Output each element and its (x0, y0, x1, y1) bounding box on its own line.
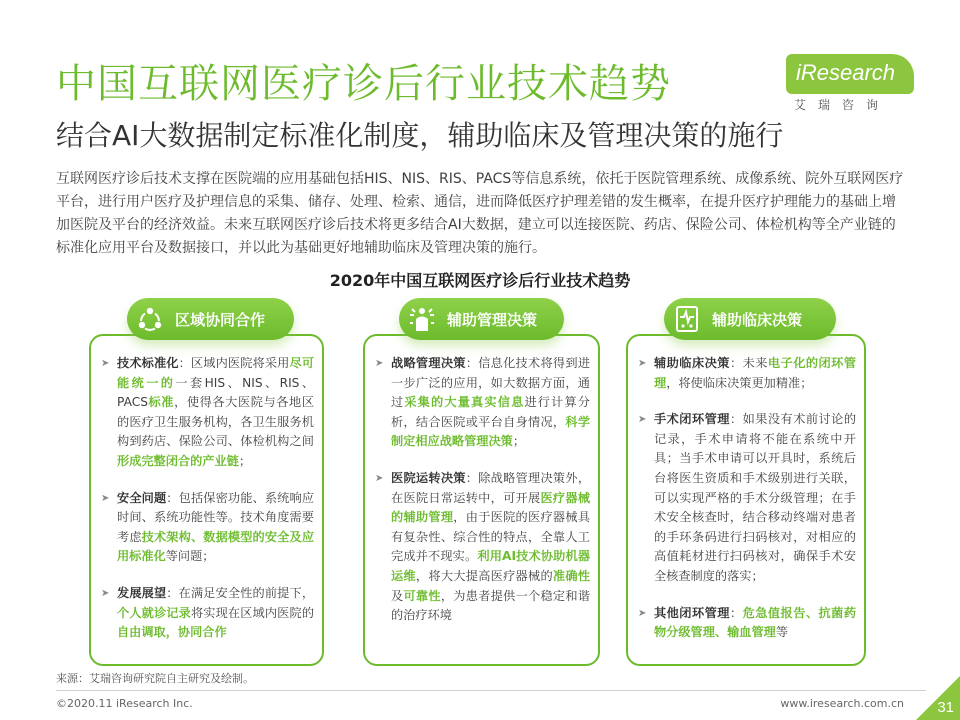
item-text: 及 (391, 588, 404, 603)
item-text: ：未来 (729, 356, 768, 370)
item-highlight: 形成完整闭合的产业链 (117, 453, 239, 468)
network-nodes-icon (133, 302, 167, 336)
chevron-right-icon: ➤ (638, 607, 647, 619)
item-lead: 其他闭环管理 (654, 605, 730, 620)
pill-regional-collaboration (127, 298, 294, 340)
website-link[interactable]: www.iresearch.com.cn (780, 697, 904, 710)
logo-subtext: 艾瑞咨询 (794, 98, 891, 112)
item-lead: 发展展望 (117, 585, 167, 600)
item-highlight: 技术架构、数据模型的安全及应用标准化 (117, 529, 315, 564)
item-text: ，为患者提供一个稳定和谐的治疗环境 (391, 588, 591, 623)
page-title: 中国互联网医疗诊后行业技术趋势 (56, 61, 671, 107)
pill-label: 辅助管理决策 (447, 310, 538, 329)
chevron-right-icon: ➤ (101, 587, 110, 599)
footer-divider (56, 690, 926, 691)
item-lead: 医院运转决策 (391, 470, 466, 485)
item-highlight: 自由调取，协同合作 (117, 625, 227, 640)
medical-monitor-icon (670, 302, 704, 336)
item-text: ，将大大提高医疗器械的 (415, 568, 553, 583)
chevron-right-icon: ➤ (375, 358, 384, 369)
chevron-right-icon: ➤ (375, 472, 384, 484)
item-highlight: 利用AI技术协助机器运维 (391, 549, 591, 583)
item-highlight: 医疗器械的辅助管理 (391, 490, 591, 525)
item-highlight: 采集的大量真实信息 (404, 395, 525, 410)
list-item (638, 410, 856, 586)
copyright: ©2020.11 iResearch Inc. (56, 697, 193, 710)
intro-paragraph: 互联网医疗诊后技术支撑在医院端的应用基础包括HIS、NIS、RIS、PACS等信息系统，依托于医院管理系统、成像系统、院外互联网医疗平台，进行用户医疗及护理信息的采集、储存、处理、检索、通信，进而降低医疗护理差错的发生概率，在提升医疗护理能力的基础上增加医院及平台的经济效益。未来互联网医疗诊后技术将更多结合AI大数据，建立可以连接医院、药店、保险公司、体检机构等全产业链的标准化应用平台及数据接口，并以此为基础更好地辅助临床及管理决策的施行。 (56, 171, 904, 256)
chevron-right-icon: ➤ (638, 414, 647, 426)
item-highlight: 个人就诊记录 (117, 605, 191, 620)
item-highlight: 尽可能统一的 (117, 356, 315, 390)
list-item (375, 354, 590, 452)
item-text: ：如果没有术前讨论的记录，手术申请将不能在系统中开具；当手术申请可以开具时，系统后台将医生资质和手术级别进行关联，可以实现严格的手术分级管理；在手术安全核查时，结合移动终端对患者的手环条码进行扫码核对，对相应的高值耗材进行扫码核对，确保手术安全核查制度的落实； (654, 412, 857, 583)
item-highlight: 可靠性 (403, 588, 441, 603)
item-text: ：在满足安全性的前提下， (166, 585, 315, 600)
chevron-right-icon: ➤ (101, 492, 110, 504)
list-item (101, 354, 314, 472)
item-text: 将实现在区域内医院的 (190, 605, 315, 620)
item-text: ； (512, 434, 526, 449)
chevron-right-icon: ➤ (638, 358, 647, 369)
page-number: 31 (937, 699, 954, 716)
list-item (638, 354, 856, 393)
pill-label: 区域协同合作 (175, 310, 266, 329)
list-item (101, 584, 314, 643)
list-item (101, 489, 314, 567)
item-text: ，由于医院的医疗器械具有复杂性、综合性的特点，全靠人工完成并不现实。 (391, 510, 591, 564)
item-text: ，使得各大医院与各地区的医疗卫生服务机构，各卫生服务机构到药店、保险公司、体检机构之间 (117, 395, 315, 449)
pill-clinical-decision (664, 298, 836, 340)
item-highlight: 电子化的闭环管理 (654, 356, 857, 390)
pill-label: 辅助临床决策 (712, 310, 803, 329)
page-subtitle: 结合AI大数据制定标准化制度，辅助临床及管理决策的施行 (56, 119, 784, 152)
item-lead: 安全问题 (117, 490, 167, 505)
iresearch-logo (786, 52, 916, 112)
item-lead: 战略管理决策 (391, 356, 466, 370)
item-lead: 辅助临床决策 (654, 356, 730, 370)
item-text: 等 (775, 625, 789, 640)
item-lead: 技术标准化 (117, 356, 179, 370)
item-text: ：包括保密功能、系统响应时间、系统功能性等。技术角度需要考虑 (117, 490, 315, 544)
item-text: ； (238, 453, 252, 468)
item-lead: 手术闭环管理 (654, 412, 730, 427)
item-highlight: 危急值报告、抗菌药物分级管理、输血管理 (654, 605, 857, 640)
item-highlight: 准确性 (552, 568, 591, 583)
card-regional-collaboration (89, 334, 324, 666)
source-note: 来源：艾瑞咨询研究院自主研究及绘制。 (56, 672, 254, 685)
item-text: ： (729, 605, 743, 620)
card-management-decision (363, 334, 600, 666)
chart-title: 2020年中国互联网医疗诊后行业技术趋势 (329, 271, 631, 290)
item-highlight: 标准 (147, 395, 175, 410)
chevron-right-icon: ➤ (101, 358, 110, 369)
item-text: ：区域内医院将采用 (178, 356, 290, 370)
item-text: ：信息化技术将得到进一步广泛的应用，如大数据方面，通过 (391, 356, 591, 410)
list-item (375, 469, 590, 626)
item-text: ：除战略管理决策外，在医院日常运转中，可开展 (391, 470, 591, 505)
item-text: 一套HIS、NIS、RIS、PACS (117, 375, 315, 410)
item-text: 等问题； (165, 549, 215, 564)
logo-text: iResearch (796, 60, 896, 85)
list-item (638, 604, 856, 643)
card-clinical-decision (626, 334, 866, 666)
item-text: 进行计算分析，结合医院或平台自身情况， (391, 395, 590, 429)
item-text: ，将使临床决策更加精准； (666, 375, 813, 390)
decision-person-icon (405, 302, 439, 336)
pill-management-decision (399, 298, 564, 340)
item-highlight: 科学制定相应战略管理决策 (391, 414, 591, 449)
